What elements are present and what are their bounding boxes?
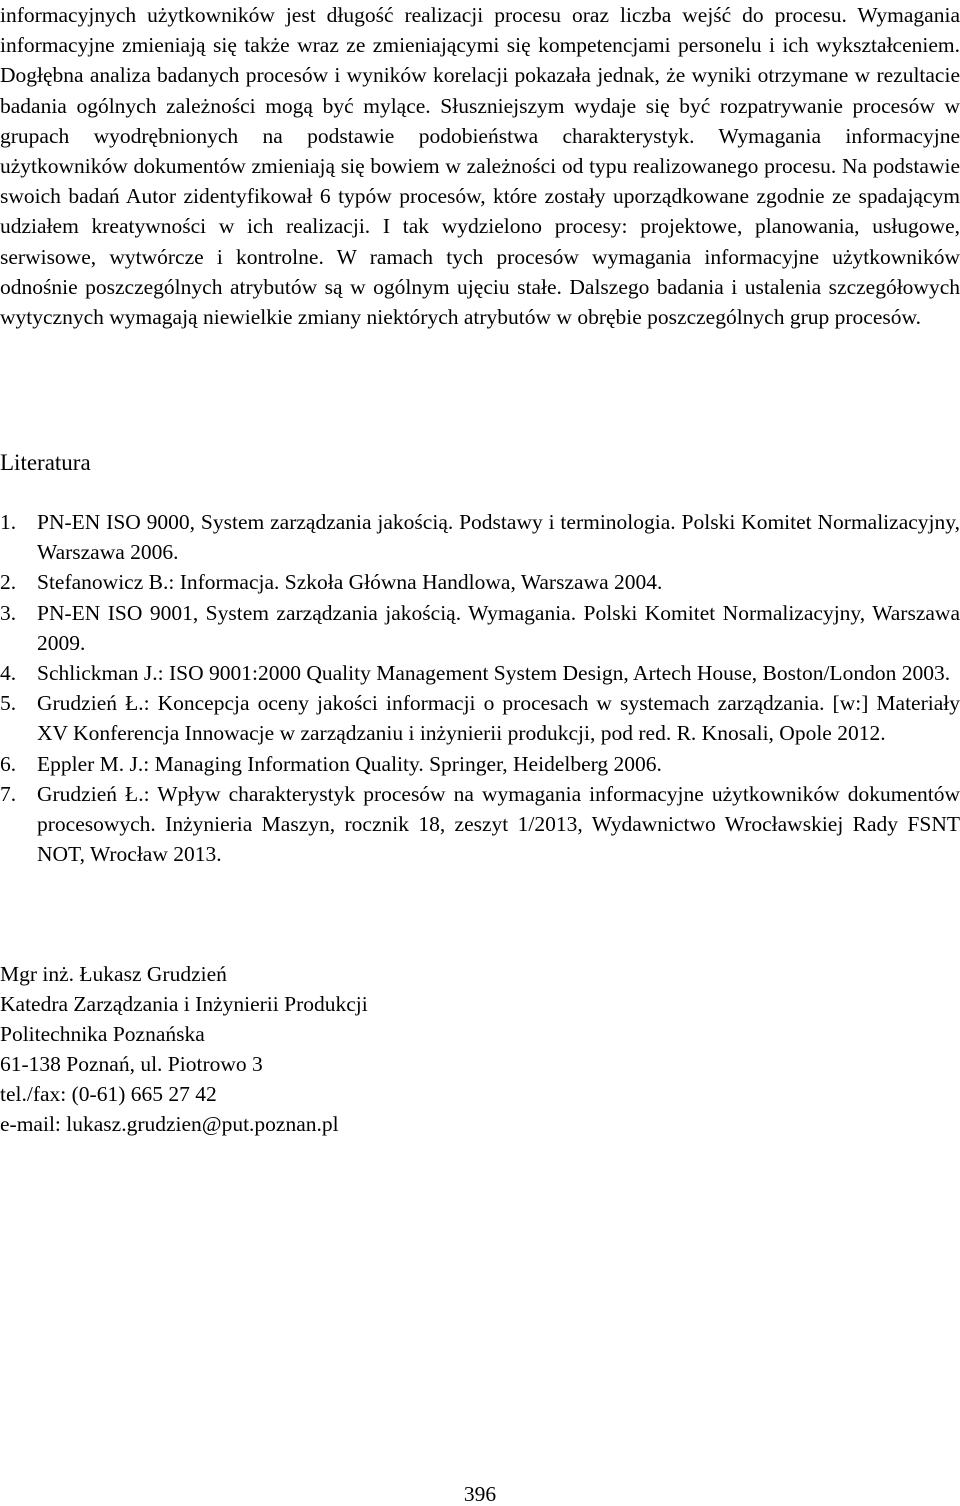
references-list	[0, 507, 960, 869]
reference-number: 1.	[0, 510, 17, 534]
author-name: Mgr inż. Łukasz Grudzień	[0, 962, 227, 986]
reference-item	[0, 749, 960, 779]
reference-item	[0, 688, 960, 748]
reference-item	[0, 658, 960, 688]
reference-item	[0, 507, 960, 567]
references-heading: Literatura	[0, 450, 91, 475]
reference-text: Stefanowicz B.: Informacja. Szkoła Główna Handlowa, Warszawa 2004.	[37, 570, 663, 595]
author-address: 61-138 Poznań, ul. Piotrowo 3	[0, 1052, 263, 1076]
body-paragraph: informacyjnych użytkowników jest długość realizacji procesu oraz liczba wejść do procesu. Wymagania informacyjne zmieniają się także wraz ze zmieniającymi się kompetencjami personelu i ich wykształceniem. Dogłębna analiza badanych procesów i wyników korelacji pokazała jednak, że wyniki otrzymane w rezultacie badania ogólnych zależności mogą być mylące. Słuszniejszym wydaje się być rozpatrywanie procesów w grupach wyodrębnionych na podstawie podobieństwa charakterystyk. Wymagania informacyjne użytkowników dokumentów zmieniają się bowiem w zależności od typu realizowanego procesu. Na podstawie swoich badań Autor zidentyfikował 6 typów procesów, które zostały uporządkowane zgodnie ze spadającym udziałem kreatywności w ich realizacji. I tak wydzielono procesy: projektowe, planowania, usługowe, serwisowe, wytwórcze i kontrolne. W ramach tych procesów wymagania informacyjne użytkowników odnośnie poszczególnych atrybutów są w ogólnym ujęciu stałe. Dalszego badania i ustalenia szczegółowych wytycznych wymagają niewielkie zmiany niektórych atrybutów w obrębie poszczególnych grup procesów.	[0, 3, 960, 330]
page-number: 396	[463, 1482, 497, 1506]
reference-number: 7.	[0, 781, 17, 806]
author-email: e-mail: lukasz.grudzien@put.poznan.pl	[0, 1112, 339, 1136]
reference-number: 6.	[0, 751, 17, 776]
reference-text: Eppler M. J.: Managing Information Quality. Springer, Heidelberg 2006.	[37, 751, 662, 776]
author-phone: tel./fax: (0-61) 665 27 42	[0, 1082, 217, 1106]
author-institution: Politechnika Poznańska	[0, 1022, 205, 1046]
reference-item	[0, 567, 960, 597]
reference-number: 4.	[0, 661, 17, 686]
reference-item	[0, 598, 960, 658]
reference-text: PN-EN ISO 9000, System zarządzania jakością. Podstawy i terminologia. Polski Komitet Normalizacyjny, Warszawa 2006.	[37, 510, 960, 565]
author-info	[0, 959, 368, 1139]
reference-text: Schlickman J.: ISO 9001:2000 Quality Management System Design, Artech House, Boston/London 2003.	[37, 661, 951, 686]
reference-text: PN-EN ISO 9001, System zarządzania jakością. Wymagania. Polski Komitet Normalizacyjny, Warszawa 2009.	[37, 600, 960, 655]
reference-text: Grudzień Ł.: Koncepcja oceny jakości informacji o procesach w systemach zarządzania. [w:] Materiały XV Konferencja Innowacje w zarządzaniu i inżynierii produkcji, pod red. R. Knosali, Opole 2012.	[37, 691, 960, 746]
reference-number: 2.	[0, 570, 17, 595]
reference-item	[0, 779, 960, 870]
reference-number: 5.	[0, 691, 17, 716]
reference-text: Grudzień Ł.: Wpływ charakterystyk procesów na wymagania informacyjne użytkowników dokumentów procesowych. Inżynieria Maszyn, rocznik 18, zeszyt 1/2013, Wydawnictwo Wrocławskiej Rady FSNT NOT, Wrocław 2013.	[37, 781, 960, 867]
author-department: Katedra Zarządzania i Inżynierii Produkcji	[0, 992, 368, 1016]
reference-number: 3.	[0, 600, 17, 625]
